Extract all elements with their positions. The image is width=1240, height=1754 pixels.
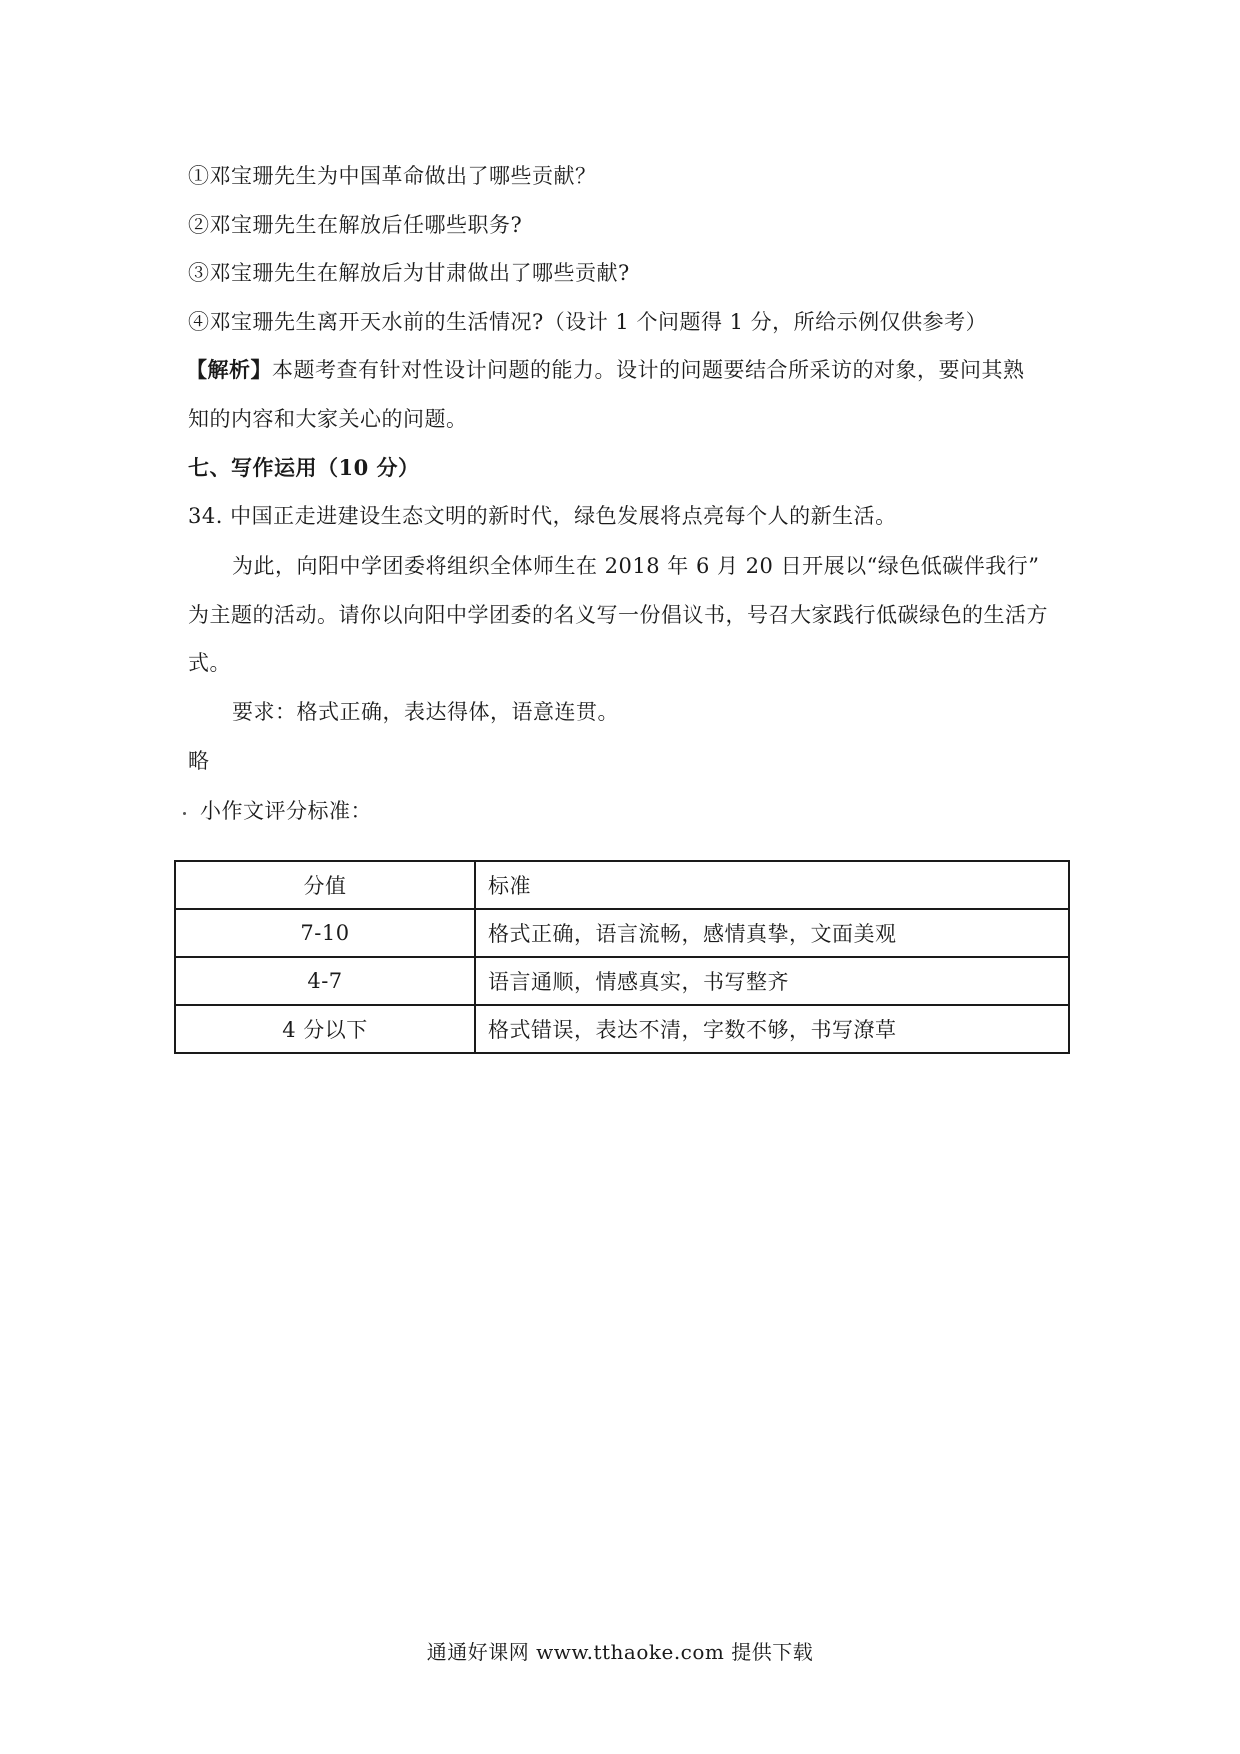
table-row bbox=[175, 1005, 1069, 1053]
analysis-text-1: 本题考查有针对性设计问题的能力。设计的问题要结合所采访的对象，要问其熟 bbox=[272, 358, 1025, 382]
prompt-line-1: 34. 中国正走进建设生态文明的新时代，绿色发展将点亮每个人的新生活。 bbox=[188, 504, 897, 528]
analysis-line-1 bbox=[186, 355, 1025, 385]
answer-text: 略 bbox=[188, 749, 210, 773]
prompt-line-3: 为主题的活动。请你以向阳中学团委的名义写一份倡议书，号召大家践行低碳绿色的生活方 bbox=[188, 603, 1048, 627]
table-header-row bbox=[175, 861, 1069, 909]
rubric-title: 小作文评分标准： bbox=[200, 799, 372, 823]
cell-score: 7-10 bbox=[175, 909, 475, 957]
question-4: ④邓宝珊先生离开天水前的生活情况?（设计 1 个问题得 1 分，所给示例仅供参考） bbox=[188, 310, 988, 334]
cell-score: 4-7 bbox=[175, 957, 475, 1005]
table-row bbox=[175, 909, 1069, 957]
section-title: 七、写作运用（10 分） bbox=[188, 455, 420, 480]
analysis-line-2: 知的内容和大家关心的问题。 bbox=[188, 407, 468, 431]
cell-criteria: 格式错误，表达不清，字数不够，书写潦草 bbox=[475, 1005, 1069, 1053]
cell-criteria: 语言通顺，情感真实，书写整齐 bbox=[475, 957, 1069, 1005]
header-criteria: 标准 bbox=[475, 861, 1069, 909]
prompt-line-2: 为此，向阳中学团委将组织全体师生在 2018 年 6 月 20 日开展以“绿色低碳伴我行” bbox=[232, 554, 1040, 578]
cell-score: 4 分以下 bbox=[175, 1005, 475, 1053]
cell-criteria: 格式正确，语言流畅，感情真挚，文面美观 bbox=[475, 909, 1069, 957]
header-score: 分值 bbox=[175, 861, 475, 909]
prompt-line-4: 式。 bbox=[188, 651, 231, 675]
question-3: ③邓宝珊先生在解放后为甘肃做出了哪些贡献? bbox=[188, 261, 630, 285]
prompt-requirement: 要求：格式正确，表达得体，语意连贯。 bbox=[232, 700, 619, 724]
table-row bbox=[175, 957, 1069, 1005]
rubric-table bbox=[174, 860, 1070, 1054]
question-1: ①邓宝珊先生为中国革命做出了哪些贡献？ bbox=[188, 164, 597, 188]
stray-mark bbox=[183, 812, 186, 815]
page-footer: 通通好课网 www.tthaoke.com 提供下载 bbox=[426, 1640, 814, 1664]
question-2: ②邓宝珊先生在解放后任哪些职务? bbox=[188, 213, 523, 237]
analysis-tag: 【解析】 bbox=[186, 357, 272, 382]
